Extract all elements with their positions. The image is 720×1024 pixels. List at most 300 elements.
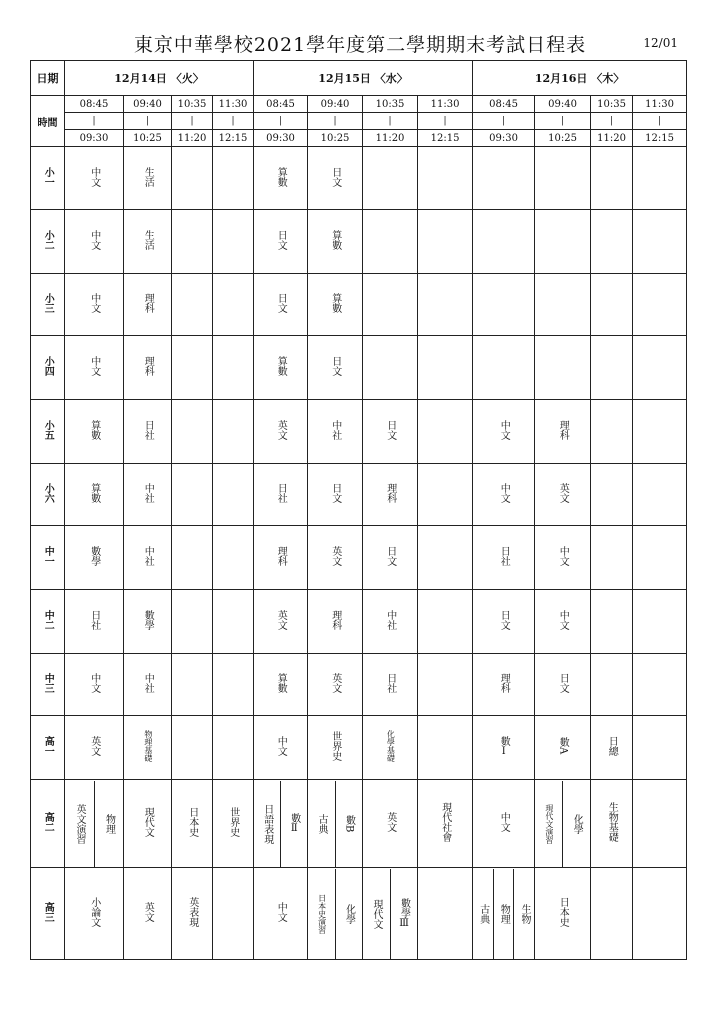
subject-cell [363, 400, 418, 464]
subject-text: 中文 [498, 812, 510, 832]
subject-text: 日社 [142, 420, 154, 440]
subject-cell [308, 780, 363, 868]
subject-cell [124, 274, 172, 336]
subject-text: 化學 [571, 813, 583, 834]
day-header: 12月16日 〈木〉 [473, 61, 687, 96]
start-time-row [31, 96, 687, 113]
subject-cell [591, 780, 633, 868]
subject-cell [124, 654, 172, 716]
subject-cell [535, 526, 591, 590]
subject-cell [254, 336, 308, 400]
time-separator: | [172, 113, 213, 130]
subject-cell [591, 526, 633, 590]
subject-cell [172, 400, 213, 464]
subject-text: 生物 [518, 903, 530, 924]
subject-cell [591, 147, 633, 210]
subject-text: 生物基礎 [606, 802, 618, 842]
start-time: 08:45 [254, 96, 308, 113]
grade-label [31, 336, 65, 400]
subject-cell [473, 654, 535, 716]
subject-cell [124, 210, 172, 274]
time-separator: | [308, 113, 363, 130]
subject-cell [213, 336, 254, 400]
subject-text: 英文 [275, 420, 287, 440]
subject-text: 中文 [88, 230, 100, 250]
subject-text: 化學 [343, 903, 355, 924]
subject-text: 英文 [88, 736, 100, 756]
time-separator: | [65, 113, 124, 130]
subject-text: 中社 [142, 673, 154, 693]
issue-date: 12/01 [643, 36, 678, 50]
subject-cell [254, 464, 308, 526]
subject-cell [473, 590, 535, 654]
split-cell [308, 869, 362, 959]
subject-text: 理科 [142, 356, 154, 376]
subject-cell [172, 274, 213, 336]
grade-row [31, 400, 687, 464]
subject-text: 現代文 [142, 807, 154, 837]
subject-cell [473, 780, 535, 868]
time-separator: | [473, 113, 535, 130]
subject-cell [633, 147, 687, 210]
subject-text: 算數 [275, 673, 287, 693]
subject-text: 日文 [275, 293, 287, 313]
grade-label [31, 590, 65, 654]
subject-text: 英文 [329, 673, 341, 693]
subject-cell [535, 400, 591, 464]
subject-cell [363, 654, 418, 716]
end-time: 11:20 [591, 130, 633, 147]
subject-cell [473, 400, 535, 464]
subject-cell [308, 400, 363, 464]
day-header: 12月14日 〈火〉 [65, 61, 254, 96]
subject-cell [254, 147, 308, 210]
subject-cell [172, 210, 213, 274]
subject-text: 中文 [498, 420, 510, 440]
subject-cell [591, 868, 633, 960]
subject-cell [213, 464, 254, 526]
subject-text: 日語表現 [261, 803, 273, 844]
split-cell [535, 781, 590, 867]
split-cell [363, 869, 417, 959]
subject-cell [172, 464, 213, 526]
subject-cell [65, 780, 124, 868]
subject-cell [473, 526, 535, 590]
subject-text: 算數 [329, 293, 341, 313]
subject-text: 數學 [142, 610, 154, 630]
subject-cell [308, 274, 363, 336]
subject-text: 英表現 [186, 897, 198, 927]
subject-cell [363, 590, 418, 654]
subject-text: 生活 [142, 166, 154, 187]
subject-cell [172, 147, 213, 210]
grade-label-text: 小五 [42, 420, 54, 440]
subject-text: 中文 [557, 610, 569, 630]
end-time: 09:30 [473, 130, 535, 147]
subject-text: 中文 [275, 736, 287, 756]
subject-cell [633, 464, 687, 526]
subject-text: 生活 [142, 230, 154, 250]
subject-cell [535, 868, 591, 960]
subject-text: 英文 [384, 812, 396, 832]
grade-row [31, 336, 687, 400]
grade-label-text: 高三 [42, 902, 54, 922]
subject-cell [308, 464, 363, 526]
subject-cell [418, 526, 473, 590]
end-time-row [31, 130, 687, 147]
subject-cell [254, 868, 308, 960]
grade-row [31, 654, 687, 716]
subject-text: 古典 [316, 813, 328, 834]
subject-cell [254, 590, 308, 654]
subject-cell [213, 274, 254, 336]
subject-text: 中社 [142, 483, 154, 503]
subject-cell [363, 210, 418, 274]
subject-cell [213, 654, 254, 716]
subject-text: 日文 [498, 610, 510, 630]
subject-cell [418, 400, 473, 464]
subject-cell [633, 274, 687, 336]
start-time: 08:45 [473, 96, 535, 113]
subject-text: 數Ⅰ [498, 735, 510, 757]
subject-text: 理科 [142, 293, 154, 313]
subject-text: 日本史 [557, 897, 569, 927]
grade-row [31, 464, 687, 526]
subject-text: 數A [557, 737, 569, 755]
subject-text: 日文 [329, 166, 341, 187]
subject-text: 現代社會 [439, 802, 451, 842]
subject-cell [254, 400, 308, 464]
subject-cell [65, 526, 124, 590]
subject-cell [418, 464, 473, 526]
subject-text: 理科 [498, 673, 510, 693]
subject-cell [65, 590, 124, 654]
subject-cell [172, 336, 213, 400]
subject-cell [124, 526, 172, 590]
grade-label-text: 高一 [42, 736, 54, 756]
subject-cell [124, 780, 172, 868]
subject-text: 化學基礎 [386, 730, 396, 762]
start-time: 09:40 [535, 96, 591, 113]
start-time: 10:35 [591, 96, 633, 113]
subject-cell [308, 526, 363, 590]
subject-text: 中文 [88, 293, 100, 313]
subject-text: 中社 [384, 610, 396, 630]
subject-cell [308, 336, 363, 400]
subject-cell [124, 464, 172, 526]
subject-cell [308, 868, 363, 960]
subject-cell [591, 210, 633, 274]
subject-cell [535, 590, 591, 654]
grade-row [31, 274, 687, 336]
grade-label [31, 210, 65, 274]
subject-cell [363, 464, 418, 526]
grade-label-text: 中一 [42, 546, 54, 566]
subject-cell [254, 780, 308, 868]
grade-row [31, 780, 687, 868]
subject-text: 日社 [88, 610, 100, 630]
start-time: 09:40 [124, 96, 172, 113]
subject-text: 中社 [142, 546, 154, 566]
subject-text: 世界史 [329, 731, 341, 761]
subject-text: 數學 [88, 546, 100, 566]
subject-text: 理科 [329, 610, 341, 630]
subject-cell [213, 147, 254, 210]
subject-cell [363, 716, 418, 780]
split-cell [308, 781, 362, 867]
subject-cell [591, 274, 633, 336]
subject-cell [633, 590, 687, 654]
end-time: 11:20 [172, 130, 213, 147]
subject-cell [591, 464, 633, 526]
split-cell [473, 869, 534, 959]
subject-cell [65, 654, 124, 716]
subject-cell [363, 780, 418, 868]
subject-text: 中文 [88, 673, 100, 693]
subject-cell [213, 868, 254, 960]
end-time: 10:25 [535, 130, 591, 147]
end-time: 12:15 [633, 130, 687, 147]
subject-text: 現代文 [371, 898, 383, 929]
split-cell [65, 781, 123, 867]
end-time: 11:20 [363, 130, 418, 147]
end-time: 12:15 [418, 130, 473, 147]
grade-label [31, 464, 65, 526]
subject-cell [418, 868, 473, 960]
subject-cell [535, 780, 591, 868]
subject-text: 英文 [275, 610, 287, 630]
subject-text: 理科 [384, 483, 396, 503]
subject-cell [213, 210, 254, 274]
subject-cell [535, 336, 591, 400]
time-separator: | [124, 113, 172, 130]
subject-cell [418, 716, 473, 780]
start-time: 10:35 [172, 96, 213, 113]
subject-text: 算數 [275, 356, 287, 376]
date-header-row [31, 61, 687, 96]
subject-cell [473, 464, 535, 526]
subject-cell [254, 654, 308, 716]
subject-cell [535, 464, 591, 526]
grade-label [31, 716, 65, 780]
subject-cell [633, 210, 687, 274]
subject-cell [308, 147, 363, 210]
exam-schedule-table [30, 60, 687, 960]
subject-cell [473, 868, 535, 960]
time-label: 時間 [31, 96, 65, 147]
subject-text: 日本史 [186, 807, 198, 837]
time-separator: | [591, 113, 633, 130]
subject-cell [65, 464, 124, 526]
subject-cell [633, 336, 687, 400]
subject-cell [363, 147, 418, 210]
time-separator: | [535, 113, 591, 130]
subject-text: 算數 [329, 230, 341, 250]
subject-cell [172, 780, 213, 868]
subject-text: 物理 [103, 813, 115, 834]
subject-text: 中文 [88, 356, 100, 376]
subject-cell [633, 526, 687, 590]
subject-text: 日文 [557, 673, 569, 693]
subject-text: 日文 [384, 546, 396, 566]
subject-text: 現代文演習 [544, 803, 554, 844]
grade-label-text: 小二 [42, 230, 54, 250]
subject-text: 數Ⅱ [288, 813, 300, 834]
subject-cell [633, 654, 687, 716]
subject-text: 物理 [498, 903, 510, 924]
time-separator: | [213, 113, 254, 130]
subject-text: 日社 [498, 546, 510, 566]
day-label: 日期 [31, 61, 65, 96]
subject-cell [65, 147, 124, 210]
subject-cell [418, 780, 473, 868]
subject-cell [172, 716, 213, 780]
subject-text: 理科 [557, 420, 569, 440]
day-header: 12月15日 〈水〉 [254, 61, 473, 96]
grade-label-text: 小四 [42, 356, 54, 376]
subject-text: 數學Ⅲ [398, 898, 410, 929]
subject-text: 英文 [557, 483, 569, 503]
end-time: 09:30 [254, 130, 308, 147]
subject-cell [172, 654, 213, 716]
subject-text: 日文 [384, 420, 396, 440]
subject-cell [591, 716, 633, 780]
subject-text: 算數 [88, 420, 100, 440]
start-time: 11:30 [633, 96, 687, 113]
subject-text: 中社 [329, 420, 341, 440]
subject-cell [418, 147, 473, 210]
grade-label [31, 400, 65, 464]
subject-cell [65, 274, 124, 336]
time-separator: | [633, 113, 687, 130]
subject-text: 中文 [88, 166, 100, 187]
grade-label [31, 147, 65, 210]
subject-text: 中文 [498, 483, 510, 503]
end-time: 12:15 [213, 130, 254, 147]
time-separator-row [31, 113, 687, 130]
subject-text: 日文 [275, 230, 287, 250]
subject-text: 中文 [557, 546, 569, 566]
subject-cell [124, 336, 172, 400]
subject-cell [633, 716, 687, 780]
subject-text: 世界史 [227, 807, 239, 837]
subject-cell [65, 210, 124, 274]
grade-label-text: 中二 [42, 610, 54, 630]
subject-cell [213, 716, 254, 780]
subject-text: 英文 [329, 546, 341, 566]
subject-text: 理科 [275, 546, 287, 566]
grade-label [31, 654, 65, 716]
subject-cell [473, 147, 535, 210]
grade-label-text: 小三 [42, 293, 54, 313]
subject-cell [124, 147, 172, 210]
subject-cell [213, 780, 254, 868]
end-time: 09:30 [65, 130, 124, 147]
subject-cell [124, 716, 172, 780]
subject-text: 小論文 [88, 897, 100, 927]
subject-cell [172, 590, 213, 654]
grade-label-text: 小六 [42, 483, 54, 503]
subject-cell [254, 716, 308, 780]
subject-text: 日文 [329, 483, 341, 503]
subject-cell [418, 274, 473, 336]
subject-cell [591, 590, 633, 654]
subject-cell [473, 274, 535, 336]
subject-cell [535, 274, 591, 336]
subject-cell [65, 336, 124, 400]
subject-cell [213, 526, 254, 590]
subject-text: 數B [343, 814, 355, 833]
subject-cell [418, 336, 473, 400]
subject-cell [591, 400, 633, 464]
grade-label-text: 高二 [42, 812, 54, 832]
start-time: 08:45 [65, 96, 124, 113]
subject-cell [633, 868, 687, 960]
subject-cell [308, 210, 363, 274]
subject-cell [473, 716, 535, 780]
subject-text: 古典 [477, 903, 489, 924]
subject-text: 物理基礎 [143, 730, 153, 762]
subject-cell [363, 274, 418, 336]
grade-label [31, 274, 65, 336]
grade-label-text: 小一 [42, 166, 54, 187]
subject-cell [308, 654, 363, 716]
start-time: 11:30 [418, 96, 473, 113]
subject-cell [65, 716, 124, 780]
subject-cell [363, 526, 418, 590]
subject-cell [418, 654, 473, 716]
subject-cell [418, 590, 473, 654]
subject-text: 日文 [329, 356, 341, 376]
subject-cell [65, 400, 124, 464]
subject-cell [308, 590, 363, 654]
grade-label [31, 868, 65, 960]
subject-cell [65, 868, 124, 960]
end-time: 10:25 [124, 130, 172, 147]
subject-cell [535, 147, 591, 210]
page-title: 東京中華學校2021學年度第二學期期末考試日程表 [133, 34, 587, 56]
subject-text: 算數 [275, 166, 287, 187]
subject-cell [363, 868, 418, 960]
subject-cell [535, 716, 591, 780]
subject-cell [124, 400, 172, 464]
start-time: 11:30 [213, 96, 254, 113]
subject-cell [591, 336, 633, 400]
subject-text: 英文 [142, 902, 154, 922]
time-separator: | [363, 113, 418, 130]
subject-cell [633, 400, 687, 464]
subject-cell [535, 210, 591, 274]
grade-label [31, 526, 65, 590]
subject-text: 日社 [384, 673, 396, 693]
subject-cell [418, 210, 473, 274]
grade-label-text: 中三 [42, 673, 54, 693]
subject-cell [254, 210, 308, 274]
subject-cell [124, 868, 172, 960]
subject-text: 日總 [606, 736, 618, 756]
subject-cell [363, 336, 418, 400]
subject-cell [172, 868, 213, 960]
subject-cell [172, 526, 213, 590]
subject-text: 算數 [88, 483, 100, 503]
subject-cell [254, 274, 308, 336]
subject-text: 日社 [275, 483, 287, 503]
subject-cell [591, 654, 633, 716]
subject-text: 中文 [275, 902, 287, 922]
subject-text: 日本史演習 [317, 893, 327, 934]
end-time: 10:25 [308, 130, 363, 147]
grade-row [31, 526, 687, 590]
